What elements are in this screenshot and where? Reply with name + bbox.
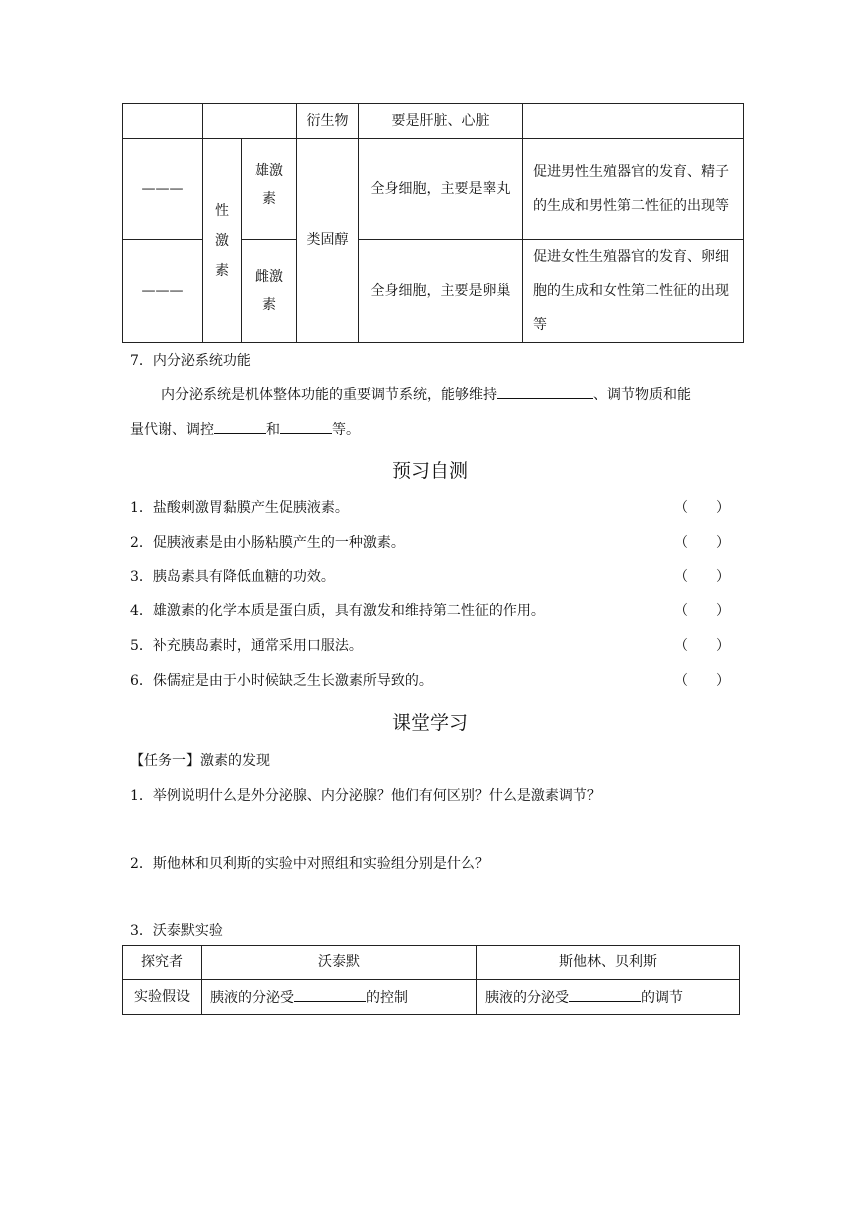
section-paragraph-line bbox=[130, 419, 740, 439]
quiz-text: 2．促胰液素是由小肠粘膜产生的一种激素。 bbox=[130, 535, 405, 551]
group-char: 性 bbox=[215, 202, 229, 219]
table-header: 沃泰默 bbox=[202, 946, 477, 980]
question: 1．举例说明什么是外分泌腺、内分泌腺？他们有何区别？什么是激素调节？ bbox=[130, 788, 601, 804]
answer-bracket[interactable]: （ ） bbox=[674, 500, 730, 516]
quiz-text: 3．胰岛素具有降低血糖的功效。 bbox=[130, 569, 335, 585]
section-heading: 课堂学习 bbox=[391, 712, 468, 734]
target-cell: 全身细胞，主要是卵巢 bbox=[359, 240, 523, 343]
table-header-row bbox=[123, 946, 740, 980]
paragraph-text: 量代谢、调控 bbox=[130, 422, 214, 438]
quiz-item bbox=[130, 497, 730, 519]
hormone-name-part: 素 bbox=[262, 297, 276, 313]
paragraph-text: 和 bbox=[266, 422, 280, 438]
task-title: 【任务一】激素的发现 bbox=[130, 753, 270, 769]
table-cell: 要是肝脏、心脏 bbox=[359, 104, 523, 139]
experiment-table bbox=[122, 945, 740, 1015]
fill-blank[interactable] bbox=[569, 987, 641, 1002]
paragraph-text: 等。 bbox=[332, 422, 360, 438]
function-cell: 促进男性生殖器官的发育、精子的生成和男性第二性征的出现等 bbox=[523, 139, 744, 240]
table-row bbox=[123, 139, 744, 240]
blank-cell: ——— bbox=[123, 240, 203, 343]
quiz-item bbox=[130, 566, 730, 588]
table-cell bbox=[523, 104, 744, 139]
quiz-item bbox=[130, 532, 730, 554]
fill-blank[interactable] bbox=[214, 419, 266, 434]
answer-bracket[interactable]: （ ） bbox=[674, 673, 730, 689]
hormone-name-part: 雌激 bbox=[255, 269, 283, 285]
cell-text: 胰液的分泌受 bbox=[210, 990, 294, 1007]
table-cell bbox=[123, 104, 203, 139]
fill-blank[interactable] bbox=[280, 419, 332, 434]
answer-bracket[interactable]: （ ） bbox=[674, 603, 730, 619]
cell-text: 的控制 bbox=[366, 990, 408, 1007]
table-header: 探究者 bbox=[123, 946, 202, 980]
table-row bbox=[123, 104, 744, 139]
fill-blank[interactable] bbox=[294, 987, 366, 1002]
hormone-name-cell bbox=[242, 240, 297, 343]
cell-text: 的调节 bbox=[641, 990, 683, 1007]
question: 2．斯他林和贝利斯的实验中对照组和实验组分别是什么？ bbox=[130, 856, 489, 872]
hormone-name-cell bbox=[242, 139, 297, 240]
row-label: 实验假设 bbox=[123, 980, 202, 1015]
fill-blank[interactable] bbox=[497, 384, 593, 399]
cell-text: 胰液的分泌受 bbox=[485, 990, 569, 1007]
hormone-name-part: 素 bbox=[262, 191, 276, 207]
table-cell bbox=[203, 104, 297, 139]
answer-bracket[interactable]: （ ） bbox=[674, 535, 730, 551]
table-header: 斯他林、贝利斯 bbox=[477, 946, 740, 980]
section-paragraph-line bbox=[161, 384, 751, 404]
table-cell: 衍生物 bbox=[297, 104, 359, 139]
paragraph-text: 内分泌系统是机体整体功能的重要调节系统，能够维持 bbox=[161, 387, 497, 403]
blank-cell: ——— bbox=[123, 139, 203, 240]
group-cell bbox=[203, 139, 242, 343]
section-heading: 预习自测 bbox=[391, 460, 468, 482]
table-row bbox=[123, 980, 740, 1015]
section-title: 7．内分泌系统功能 bbox=[130, 353, 251, 369]
group-char: 素 bbox=[215, 262, 229, 279]
answer-bracket[interactable]: （ ） bbox=[674, 569, 730, 585]
table-cell bbox=[477, 980, 740, 1015]
table-cell bbox=[202, 980, 477, 1015]
function-cell: 促进女性生殖器官的发育、卵细胞的生成和女性第二性征的出现等 bbox=[523, 240, 744, 343]
quiz-item bbox=[130, 635, 730, 657]
hormone-table bbox=[122, 103, 744, 343]
quiz-text: 5．补充胰岛素时，通常采用口服法。 bbox=[130, 638, 363, 654]
answer-bracket[interactable]: （ ） bbox=[674, 638, 730, 654]
nature-cell: 类固醇 bbox=[297, 139, 359, 343]
target-cell: 全身细胞，主要是睾丸 bbox=[359, 139, 523, 240]
quiz-text: 6．侏儒症是由于小时候缺乏生长激素所导致的。 bbox=[130, 673, 433, 689]
question: 3．沃泰默实验 bbox=[130, 923, 223, 939]
quiz-text: 4．雄激素的化学本质是蛋白质，具有激发和维持第二性征的作用。 bbox=[130, 603, 545, 619]
quiz-text: 1．盐酸刺激胃黏膜产生促胰液素。 bbox=[130, 500, 349, 516]
group-char: 激 bbox=[215, 232, 229, 249]
quiz-item bbox=[130, 670, 730, 692]
hormone-name-part: 雄激 bbox=[255, 163, 283, 179]
paragraph-text: 、调节物质和能 bbox=[593, 387, 691, 403]
quiz-item bbox=[130, 600, 730, 622]
